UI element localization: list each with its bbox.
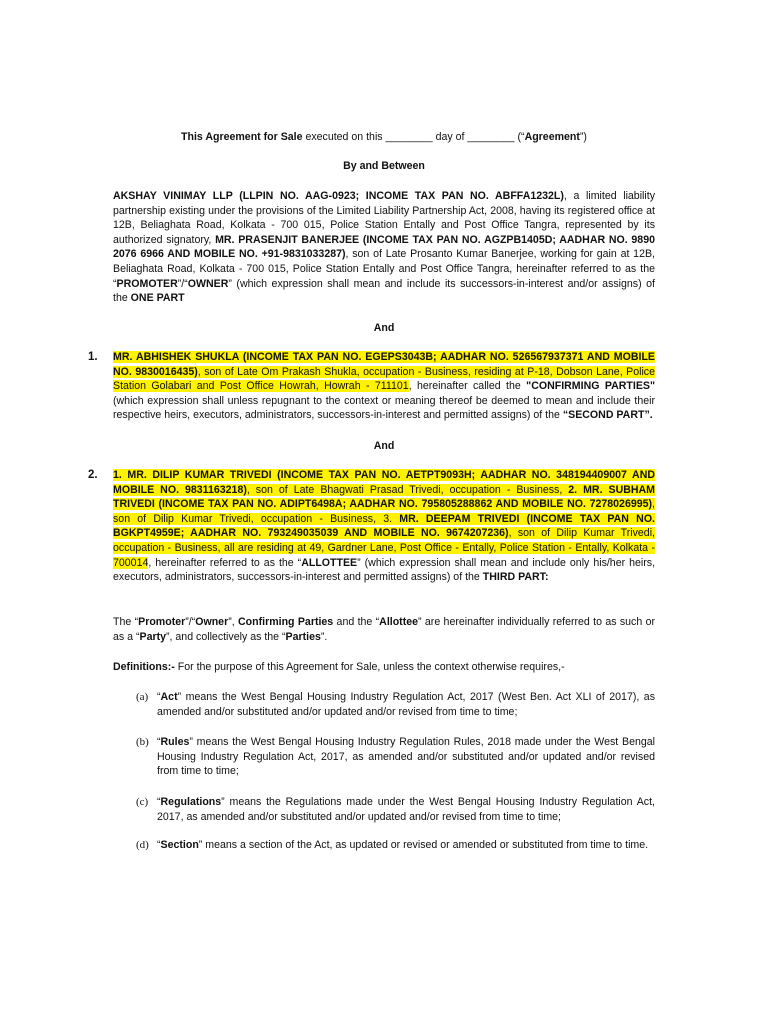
parties-definition-paragraph: The “Promoter”/“Owner”, Confirming Parties and the “Allottee” are hereinafter individually referred to as such or as a “Party”, and collectively as the “Parties”.: [113, 616, 655, 643]
title-mid: executed on this ________ day of ________ (“: [302, 131, 525, 143]
allottee-1-name: 1. MR. DILIP KUMAR TRIVEDI (INCOME TAX PAN NO. AETPT9093H; AADHAR NO. 348194409007 AND MOBILE NO. 9831163218): [113, 469, 655, 496]
allottee-paragraph: 1. MR. DILIP KUMAR TRIVEDI (INCOME TAX PAN NO. AETPT9093H; AADHAR NO. 348194409007 AND MOBILE NO. 9831163218), son of Late Bhagwati Prasad Trivedi, occupation - Business, 2. MR. SUBHAM TRIVEDI (INCOME TAX PAN NO. ADIPT6498A; AADHAR NO. 795805288862 AND MOBILE NO. 7278026995), son of Dilip Kumar Trivedi, occupation - Business, 3. MR. DEEPAM TRIVEDI (INCOME TAX PAN NO. BGKPT4959E; AADHAR NO. 793249035039 AND MOBILE NO. 9674207236), son of Dilip Kumar Trivedi, occupation - Business, all are residing at 49, Gardner Lane, Post Office - Entally, Police Station - Entally, Kolkata - 700014, hereinafter referred to as the “ALLOTTEE” (which expression shall mean and include only his/her heirs, executors, administrators, successors-in-interest and permitted assigns) of the THIRD PART:: [113, 469, 656, 584]
allottee-2-name: 2. MR. SUBHAM TRIVEDI (INCOME TAX PAN NO. ADIPT6498A; AADHAR NO. 795805288862 AND MOBILE NO. 7278026995): [113, 483, 655, 511]
definition-label-a: (a): [136, 691, 149, 703]
and-separator-2: And: [373, 440, 395, 452]
title-lead: This Agreement for Sale: [181, 131, 303, 143]
title-agreement: Agreement: [524, 131, 580, 143]
definition-label-b: (b): [136, 736, 149, 748]
promoter-signatory: MR. PRASENJIT BANERJEE (INCOME TAX PAN NO. AGZPB1405D; AADHAR NO. 9890 2076 6966 AND MOBILE NO. +91-9831033287): [113, 233, 655, 261]
definitions-heading: Definitions:-: [113, 661, 175, 673]
definition-item-rules: “Rules” means the West Bengal Housing Industry Regulation Rules, 2018 made under the West Bengal Housing Industry Regulation Act, 2017, as amended and/or substituted and/or updated and/or revised from time to time;: [157, 736, 655, 778]
definition-label-c: (c): [136, 796, 149, 808]
definitions-intro: Definitions:- For the purpose of this Agreement for Sale, unless the context otherwise requires,-: [113, 661, 565, 673]
definition-item-regulations: “Regulations” means the Regulations made under the West Bengal Housing Industry Regulation Act, 2017, as amended and/or substituted and/or updated and/or revised from time to time;: [157, 796, 655, 823]
confirming-party-paragraph: MR. ABHISHEK SHUKLA (INCOME TAX PAN NO. EGEPS3043B; AADHAR NO. 526567937371 AND MOBILE NO. 9830016435), son of Late Om Prakash Shukla, occupation - Business, residing at P-18, Dobson Lane, Police Station Golabari and Post Office Howrah, Howrah - 711101, hereinafter called the "CONFIRMING PARTIES" (which expression shall unless repugnant to the context or meaning thereof be deemed to mean and include their respective heirs, executors, administrators, successors-in-interest and permitted assigns) of the “SECOND PART”.: [113, 351, 655, 422]
allottee-3-name: MR. DEEPAM TRIVEDI (INCOME TAX PAN NO. BGKPT4959E; AADHAR NO. 793249035039 AND MOBILE NO. 9674207236): [113, 512, 655, 540]
definition-item-section: “Section” means a section of the Act, as updated or revised or amended or substituted from time to time.: [157, 839, 649, 851]
definition-label-d: (d): [136, 839, 149, 851]
promoter-name: AKSHAY VINIMAY LLP (LLPIN NO. AAG-0923; INCOME TAX PAN NO. ABFFA1232L): [113, 190, 564, 202]
party-number-2: 2.: [88, 469, 98, 481]
promoter-paragraph: AKSHAY VINIMAY LLP (LLPIN NO. AAG-0923; INCOME TAX PAN NO. ABFFA1232L), a limited liability partnership existing under the provisions of the Limited Liability Partnership Act, 2008, having its registered office at 12B, Beliaghata Road, Kolkata - 700 015, Police Station Entally and Post Office Tangra, represented by its authorized signatory, MR. PRASENJIT BANERJEE (INCOME TAX PAN NO. AGZPB1405D; AADHAR NO. 9890 2076 6966 AND MOBILE NO. +91-9831033287), son of Late Prosanto Kumar Banerjee, working for gain at 12B, Beliaghata Road, Kolkata - 700 015, Police Station Entally and Post Office Tangra, hereinafter referred to as the “PROMOTER”/“OWNER” (which expression shall mean and include its successors-in-interest and/or assigns) of the ONE PART: [113, 190, 656, 305]
by-and-between-heading: By and Between: [343, 160, 425, 172]
agreement-title: [113, 130, 655, 145]
title-end: ”): [579, 131, 587, 143]
and-separator-1: And: [373, 322, 395, 334]
confirming-party-name: MR. ABHISHEK SHUKLA (INCOME TAX PAN NO. EGEPS3043B; AADHAR NO. 526567937371 AND MOBILE NO. 9830016435): [113, 351, 655, 378]
definition-item-act: “Act” means the West Bengal Housing Industry Regulation Act, 2017 (West Ben. Act XLI of 2017), as amended and/or substituted and/or updated and/or revised from time to time;: [157, 691, 655, 718]
party-number-1: 1.: [88, 351, 98, 363]
allottee-address: , son of Dilip Kumar Trivedi, occupation - Business, all are residing at 49, Gardner Lane, Post Office - Entally, Police Station - Entally, Kolkata - 700014: [113, 527, 655, 569]
confirming-party-address: , son of Late Om Prakash Shukla, occupation - Business, residing at P-18, Dobson Lane, Police Station Golabari and Post Office Howrah, Howrah - 711101: [113, 365, 655, 393]
